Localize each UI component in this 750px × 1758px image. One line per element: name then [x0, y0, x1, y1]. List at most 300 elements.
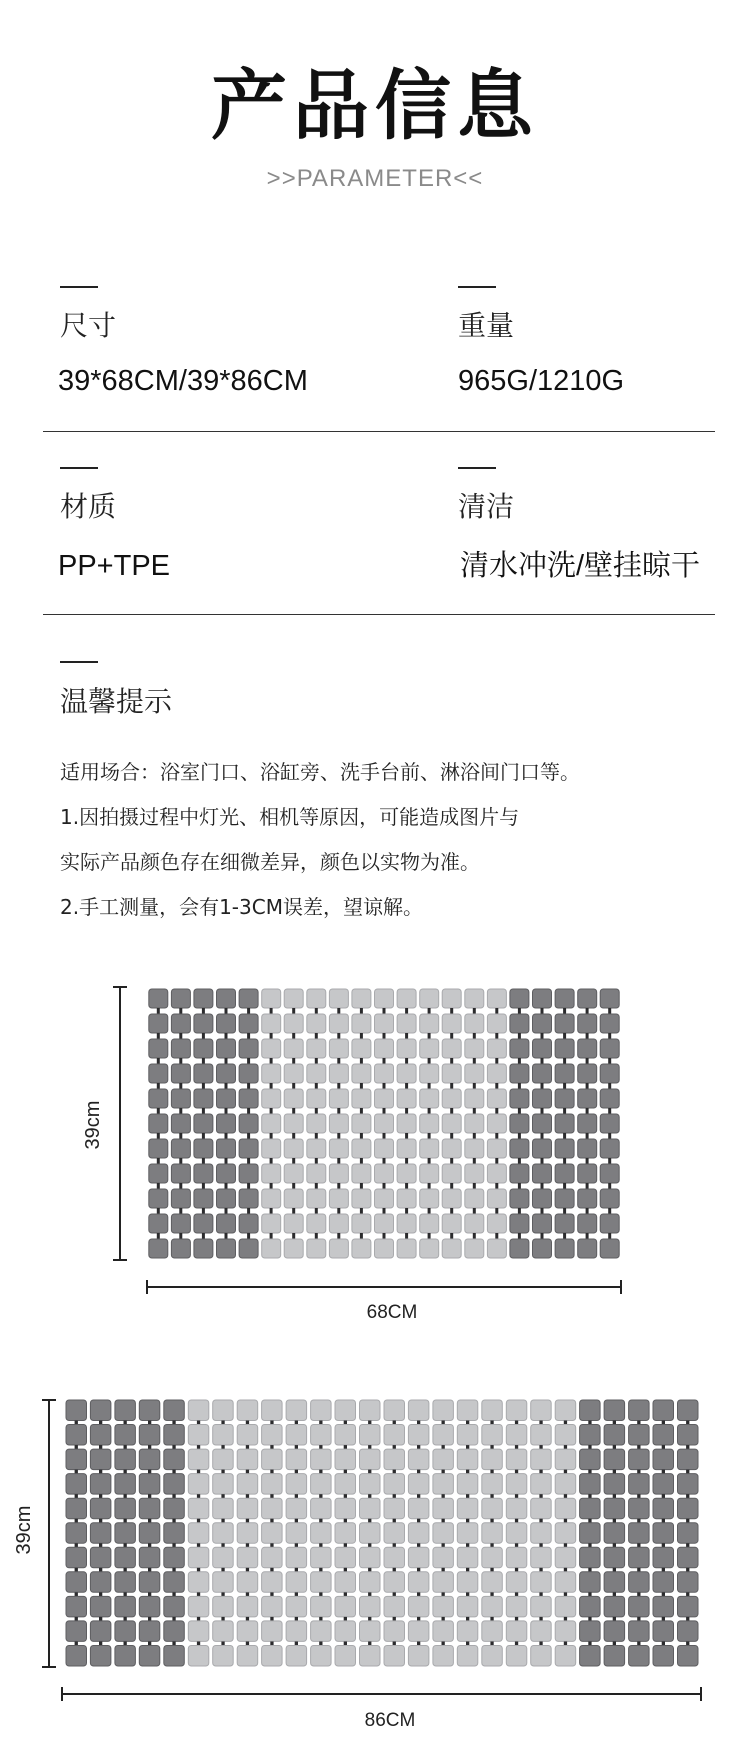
mat-connector: [344, 1568, 347, 1572]
mat-tile: [213, 1474, 234, 1495]
mat-connector: [662, 1494, 665, 1498]
mat-tile: [580, 1596, 601, 1617]
mat-connector: [270, 1183, 273, 1189]
mat-tile: [352, 1039, 371, 1058]
mat-connector: [197, 1470, 200, 1474]
mat-connector: [450, 1083, 453, 1089]
mat-connector: [495, 1008, 498, 1014]
mat-tile: [237, 1621, 258, 1642]
mat-connector: [197, 1519, 200, 1523]
mat-connector: [383, 1108, 386, 1114]
mat-tile: [262, 1523, 283, 1544]
mat-connector: [148, 1642, 151, 1646]
mat-tile: [194, 1064, 213, 1083]
mat-tile: [375, 1139, 394, 1158]
mat-connector: [172, 1470, 175, 1474]
mat-connector: [202, 1108, 205, 1114]
mat-tile: [352, 1114, 371, 1133]
mat-tile: [171, 1039, 190, 1058]
mat-tile: [360, 1547, 381, 1568]
notice-line: 2.手工测量，会有1-3CM误差，望谅解。: [60, 895, 423, 919]
mat-tile: [533, 1139, 552, 1158]
mat-tile: [115, 1572, 135, 1593]
mat-connector: [319, 1592, 322, 1596]
mat-connector: [586, 1158, 589, 1164]
mat-tile: [188, 1596, 209, 1617]
mat-tile: [420, 989, 439, 1008]
mat-connector: [686, 1494, 689, 1498]
mat-tile: [164, 1646, 185, 1667]
mat-tile: [164, 1596, 185, 1617]
mat-tile: [531, 1572, 552, 1593]
mat-tile: [217, 1114, 236, 1133]
mat-tile: [286, 1523, 307, 1544]
mat-connector: [563, 1108, 566, 1114]
mat-tile: [678, 1425, 699, 1446]
mat-connector: [197, 1421, 200, 1425]
mat-connector: [344, 1445, 347, 1449]
mat-connector: [270, 1642, 273, 1646]
mat-tile: [533, 1239, 552, 1258]
mat-connector: [539, 1445, 542, 1449]
mat-connector: [442, 1519, 445, 1523]
mat-connector: [637, 1445, 640, 1449]
mat-tile: [384, 1621, 405, 1642]
mat-connector: [270, 1592, 273, 1596]
mat-tile: [239, 1014, 258, 1033]
mat-tile: [284, 1164, 303, 1183]
mat-connector: [337, 1158, 340, 1164]
mat-tile: [420, 1214, 439, 1233]
mat-tile: [555, 989, 574, 1008]
mat-tile: [329, 1014, 348, 1033]
mat-tile: [555, 1547, 576, 1568]
mat-tile: [600, 989, 619, 1008]
mat-connector: [539, 1617, 542, 1621]
mat-tile: [311, 1572, 332, 1593]
mat-tile: [213, 1523, 234, 1544]
mat-tile: [194, 1089, 213, 1108]
mat-connector: [368, 1642, 371, 1646]
mat-tile: [335, 1646, 356, 1667]
mat-tile: [66, 1646, 87, 1667]
mat-connector: [157, 1233, 160, 1239]
mat-tile: [149, 1139, 168, 1158]
mat-tile: [433, 1572, 454, 1593]
mat-tile: [139, 1400, 160, 1421]
mat-connector: [202, 1233, 205, 1239]
mat-tile: [384, 1596, 405, 1617]
mat-connector: [124, 1592, 127, 1596]
mat-connector: [221, 1470, 224, 1474]
mat-tile: [531, 1400, 552, 1421]
mat-connector: [393, 1592, 396, 1596]
mat-tile: [335, 1425, 356, 1446]
mat-connector: [157, 1008, 160, 1014]
mat-connector: [344, 1519, 347, 1523]
mat-connector: [148, 1494, 151, 1498]
mat-connector: [319, 1642, 322, 1646]
mat-connector: [662, 1470, 665, 1474]
mat-tile: [360, 1498, 381, 1519]
mat-connector: [368, 1519, 371, 1523]
mat-connector: [99, 1519, 102, 1523]
mat-connector: [319, 1421, 322, 1425]
mat-tile: [149, 1164, 168, 1183]
mat-connector: [405, 1208, 408, 1214]
mat-connector: [541, 1083, 544, 1089]
mat-tile: [580, 1474, 601, 1495]
mat-tile: [164, 1449, 185, 1470]
mat-tile: [237, 1596, 258, 1617]
mat-connector: [428, 1058, 431, 1064]
mat-connector: [564, 1642, 567, 1646]
mat-tile: [433, 1596, 454, 1617]
mat-connector: [319, 1568, 322, 1572]
mat-tile: [66, 1400, 87, 1421]
mat-connector: [613, 1494, 616, 1498]
mat-tile: [555, 1646, 576, 1667]
mat-connector: [202, 1008, 205, 1014]
mat-tile: [262, 1239, 281, 1258]
mat-connector: [686, 1421, 689, 1425]
mat-connector: [383, 1208, 386, 1214]
mat-connector: [515, 1543, 518, 1547]
mat-tile: [433, 1425, 454, 1446]
mat-tile: [115, 1449, 135, 1470]
mat-connector: [172, 1494, 175, 1498]
mat-connector: [490, 1592, 493, 1596]
mat-tile: [533, 1039, 552, 1058]
mat-tile: [487, 1239, 506, 1258]
mat-tile: [311, 1498, 332, 1519]
mat-connector: [157, 1033, 160, 1039]
mat-tile: [531, 1646, 552, 1667]
mat-tile: [653, 1621, 674, 1642]
mat-connector: [393, 1494, 396, 1498]
mat-tile: [482, 1596, 503, 1617]
mat-tile: [262, 989, 281, 1008]
mat-connector: [588, 1421, 591, 1425]
mat-connector: [270, 1421, 273, 1425]
mat-tile: [653, 1425, 674, 1446]
mat-tile: [262, 1547, 283, 1568]
mat-tile: [66, 1596, 87, 1617]
mat-tile: [171, 1114, 190, 1133]
mat-tile: [329, 1189, 348, 1208]
mat-tile: [237, 1646, 258, 1667]
mat-tile: [600, 1189, 619, 1208]
mat-connector: [563, 1133, 566, 1139]
mat-connector: [315, 1233, 318, 1239]
mat-connector: [539, 1543, 542, 1547]
mat-connector: [172, 1642, 175, 1646]
mat-tile: [397, 1164, 416, 1183]
mat-connector: [246, 1445, 249, 1449]
mat-tile: [487, 1039, 506, 1058]
bath-mat-illustration: [66, 1400, 698, 1666]
mat-connector: [368, 1568, 371, 1572]
mat-tile: [375, 1014, 394, 1033]
mat-tile: [139, 1547, 160, 1568]
mat-tile: [115, 1547, 135, 1568]
mat-tile: [600, 1089, 619, 1108]
mat-connector: [662, 1543, 665, 1547]
mat-tile: [580, 1621, 601, 1642]
mat-tile: [457, 1474, 478, 1495]
mat-tile: [465, 1114, 484, 1133]
mat-tile: [352, 1064, 371, 1083]
mat-connector: [563, 1183, 566, 1189]
mat-tile: [578, 1189, 597, 1208]
mat-tile: [335, 1474, 356, 1495]
mat-connector: [637, 1519, 640, 1523]
mat-tile: [171, 1014, 190, 1033]
mat-tile: [487, 1014, 506, 1033]
mat-connector: [157, 1058, 160, 1064]
mat-tile: [194, 1164, 213, 1183]
mat-connector: [225, 1108, 228, 1114]
mat-connector: [613, 1642, 616, 1646]
mat-connector: [450, 1133, 453, 1139]
mat-tile: [171, 1189, 190, 1208]
mat-connector: [417, 1421, 420, 1425]
mat-tile: [465, 1014, 484, 1033]
mat-connector: [564, 1543, 567, 1547]
mat-connector: [315, 1133, 318, 1139]
mat-tile: [510, 989, 529, 1008]
mat-tile: [533, 1164, 552, 1183]
mat-connector: [246, 1617, 249, 1621]
mat-connector: [637, 1617, 640, 1621]
mat-tile: [66, 1449, 87, 1470]
mat-connector: [221, 1445, 224, 1449]
mat-tile: [510, 1014, 529, 1033]
mat-tile: [90, 1498, 111, 1519]
mat-connector: [75, 1617, 78, 1621]
mat-connector: [221, 1421, 224, 1425]
mat-connector: [515, 1445, 518, 1449]
mat-connector: [417, 1519, 420, 1523]
mat-tile: [397, 1139, 416, 1158]
width-dimension-line: [62, 1687, 701, 1701]
mat-connector: [662, 1445, 665, 1449]
mat-tile: [262, 1425, 283, 1446]
mat-tile: [629, 1523, 650, 1544]
mat-tile: [433, 1621, 454, 1642]
mat-tile: [90, 1523, 111, 1544]
mat-tile: [604, 1498, 625, 1519]
mat-tile: [482, 1547, 503, 1568]
mat-tile: [487, 1139, 506, 1158]
mat-connector: [75, 1470, 78, 1474]
mat-tile: [384, 1425, 405, 1446]
mat-connector: [495, 1033, 498, 1039]
mat-connector: [586, 1208, 589, 1214]
mat-tile: [604, 1621, 625, 1642]
mat-tile: [149, 1114, 168, 1133]
mat-tile: [408, 1547, 429, 1568]
mat-connector: [295, 1421, 298, 1425]
mat-tile: [506, 1596, 527, 1617]
mat-connector: [197, 1642, 200, 1646]
mat-connector: [473, 1158, 476, 1164]
mat-connector: [563, 1033, 566, 1039]
mat-connector: [225, 1033, 228, 1039]
mat-tile: [149, 1189, 168, 1208]
mat-tile: [217, 1139, 236, 1158]
mat-tile: [465, 1139, 484, 1158]
mat-connector: [442, 1617, 445, 1621]
mat-connector: [292, 1058, 295, 1064]
mat-connector: [368, 1592, 371, 1596]
mat-tile: [286, 1425, 307, 1446]
mat-tile: [284, 1114, 303, 1133]
mat-tile: [397, 989, 416, 1008]
mat-connector: [383, 1233, 386, 1239]
mat-connector: [515, 1470, 518, 1474]
mat-connector: [270, 1083, 273, 1089]
mat-tile: [506, 1547, 527, 1568]
mat-tile: [335, 1596, 356, 1617]
mat-connector: [466, 1494, 469, 1498]
mat-connector: [608, 1133, 611, 1139]
mat-connector: [495, 1083, 498, 1089]
mat-connector: [247, 1033, 250, 1039]
mat-tile: [442, 1039, 461, 1058]
mat-tile: [408, 1449, 429, 1470]
mat-connector: [179, 1108, 182, 1114]
mat-tile: [408, 1425, 429, 1446]
mat-connector: [344, 1592, 347, 1596]
mat-tile: [433, 1523, 454, 1544]
mat-connector: [586, 1233, 589, 1239]
mat-connector: [337, 1233, 340, 1239]
mat-connector: [247, 1208, 250, 1214]
mat-tile: [555, 1189, 574, 1208]
mat-tile: [286, 1449, 307, 1470]
mat-connector: [197, 1568, 200, 1572]
mat-tile: [465, 1064, 484, 1083]
mat-connector: [564, 1617, 567, 1621]
mat-tile: [506, 1449, 527, 1470]
mat-tile: [194, 1114, 213, 1133]
mat-tile: [604, 1572, 625, 1593]
mat-connector: [473, 1033, 476, 1039]
mat-tile: [237, 1547, 258, 1568]
mat-connector: [442, 1592, 445, 1596]
mat-connector: [417, 1592, 420, 1596]
mat-tile: [115, 1498, 135, 1519]
mat-tile: [213, 1572, 234, 1593]
notice-heading: 温馨提示: [60, 685, 173, 718]
mat-connector: [417, 1568, 420, 1572]
mat-connector: [613, 1617, 616, 1621]
mat-connector: [405, 1133, 408, 1139]
mat-tile: [408, 1621, 429, 1642]
mat-tile: [408, 1400, 429, 1421]
mat-connector: [383, 1158, 386, 1164]
mat-connector: [148, 1519, 151, 1523]
mat-tile: [555, 1498, 576, 1519]
mat-tile: [171, 989, 190, 1008]
mat-connector: [344, 1470, 347, 1474]
mat-connector: [613, 1421, 616, 1425]
mat-tile: [555, 1425, 576, 1446]
mat-connector: [450, 1158, 453, 1164]
mat-tile: [408, 1523, 429, 1544]
mat-tile: [531, 1547, 552, 1568]
mat-tile: [510, 1064, 529, 1083]
mat-tile: [284, 1214, 303, 1233]
mat-tile: [384, 1474, 405, 1495]
mat-tile: [239, 1064, 258, 1083]
mat-connector: [270, 1133, 273, 1139]
mat-connector: [315, 1033, 318, 1039]
mat-connector: [270, 1445, 273, 1449]
mat-tile: [262, 1498, 283, 1519]
mat-tile: [375, 1064, 394, 1083]
mat-tile: [531, 1523, 552, 1544]
mat-tile: [653, 1449, 674, 1470]
spec-divider-dash: [60, 286, 98, 288]
mat-connector: [99, 1445, 102, 1449]
spec-divider-dash: [458, 286, 496, 288]
mat-tile: [352, 989, 371, 1008]
mat-tile: [678, 1449, 699, 1470]
mat-connector: [442, 1494, 445, 1498]
mat-tile: [420, 1164, 439, 1183]
mat-tile: [115, 1523, 135, 1544]
mat-connector: [586, 1058, 589, 1064]
mat-connector: [383, 1133, 386, 1139]
mat-tile: [213, 1400, 234, 1421]
mat-tile: [375, 1114, 394, 1133]
mat-tile: [420, 1189, 439, 1208]
mat-connector: [541, 1008, 544, 1014]
mat-tile: [457, 1596, 478, 1617]
mat-connector: [613, 1592, 616, 1596]
mat-tile: [149, 1064, 168, 1083]
mat-connector: [518, 1033, 521, 1039]
mat-tile: [578, 1239, 597, 1258]
mat-connector: [292, 1033, 295, 1039]
mat-connector: [246, 1519, 249, 1523]
mat-tile: [433, 1474, 454, 1495]
mat-tile: [465, 1239, 484, 1258]
mat-connector: [172, 1445, 175, 1449]
mat-tile: [397, 1089, 416, 1108]
mat-tile: [531, 1596, 552, 1617]
mat-tile: [510, 1089, 529, 1108]
mat-connector: [490, 1421, 493, 1425]
mat-tile: [580, 1547, 601, 1568]
height-dimension-line: [42, 1400, 56, 1667]
mat-tile: [239, 1189, 258, 1208]
mat-connector: [221, 1494, 224, 1498]
mat-tile: [307, 1114, 326, 1133]
mat-connector: [686, 1519, 689, 1523]
mat-connector: [450, 1033, 453, 1039]
mat-tile: [457, 1621, 478, 1642]
mat-tile: [171, 1239, 190, 1258]
mat-connector: [319, 1470, 322, 1474]
mat-tile: [629, 1596, 650, 1617]
mat-connector: [588, 1543, 591, 1547]
section-divider: [43, 614, 715, 615]
mat-tile: [629, 1474, 650, 1495]
mat-connector: [202, 1158, 205, 1164]
